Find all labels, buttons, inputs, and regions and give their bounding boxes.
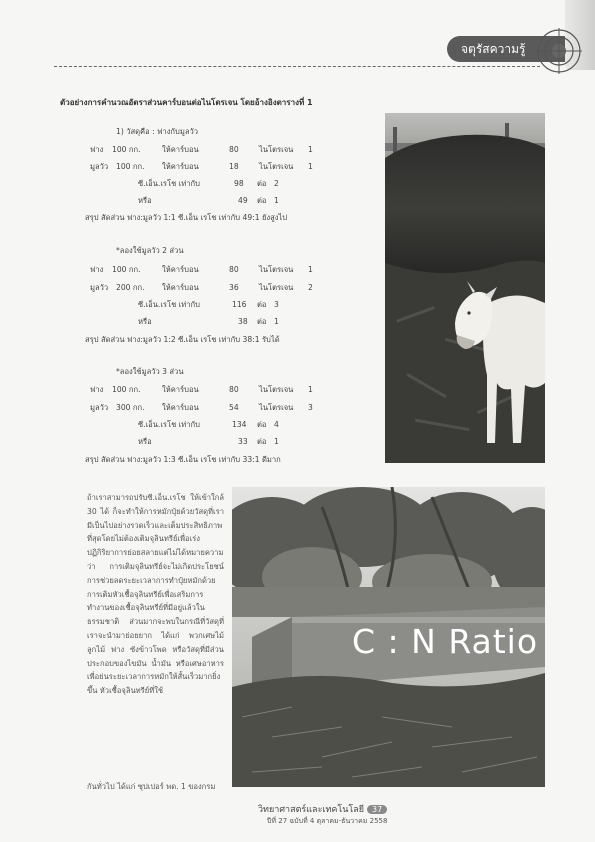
- calc-cell: ต่อ: [257, 300, 267, 309]
- calc-cell: 1: [274, 437, 279, 446]
- calc-cell: 200 กก.: [116, 283, 145, 292]
- calc-cell: 300 กก.: [116, 403, 145, 412]
- calc-cell: ไนโตรเจน: [259, 145, 294, 154]
- calc-cell: 33: [238, 437, 248, 446]
- calc-cell: 49: [238, 196, 248, 205]
- cn-ratio-label: C : N Ratio: [352, 622, 539, 661]
- calc-cell: 98: [234, 179, 244, 188]
- calc-cell: 18: [229, 162, 239, 171]
- calc-cell: ต่อ: [257, 179, 267, 188]
- block3-intro: *ลองใช้มูลวัว 3 ส่วน: [116, 367, 184, 376]
- calc-cell: 4: [274, 420, 279, 429]
- calc-cell: ให้คาร์บอน: [162, 385, 199, 394]
- calc-cell: ให้คาร์บอน: [162, 162, 199, 171]
- calc-cell: 38: [238, 317, 248, 326]
- calc-cell: หรือ: [138, 317, 152, 326]
- calc-cell: ฟาง: [90, 385, 104, 394]
- page-number: 37: [367, 805, 387, 814]
- calc-cell: ให้คาร์บอน: [162, 265, 199, 274]
- calc-cell: 1: [308, 162, 313, 171]
- calc-cell: ไนโตรเจน: [259, 162, 294, 171]
- block2-intro: *ลองใช้มูลวัว 2 ส่วน: [116, 246, 184, 255]
- calc-cell: ต่อ: [257, 420, 267, 429]
- calc-cell: ต่อ: [257, 437, 267, 446]
- calc-block-2: [85, 246, 380, 346]
- calc-cell: 1: [308, 145, 313, 154]
- calc-cell: ต่อ: [257, 317, 267, 326]
- calc-cell: ซี.เอ็น.เรโช เท่ากับ: [138, 179, 200, 188]
- calc-cell: 100 กก.: [112, 145, 141, 154]
- footer-title-text: วิทยาศาสตร์และเทคโนโลยี: [258, 805, 365, 815]
- cow-compost-illustration: [385, 113, 545, 463]
- block1-intro: 1) วัสดุคือ : ฟางกับมูลวัว: [116, 127, 199, 136]
- footer-magazine-title: [258, 802, 387, 816]
- calc-cell: มูลวัว: [90, 283, 109, 292]
- header-dashed-rule: [54, 66, 540, 67]
- body-paragraph-tail: กันทั่วไป ได้แก่ ซุปเปอร์ พด. 1 ของกรม: [87, 782, 216, 791]
- calc-cell: 80: [229, 265, 239, 274]
- calc-cell: 100 กก.: [112, 265, 141, 274]
- calc-cell: ให้คาร์บอน: [162, 403, 199, 412]
- cow-compost-photo: [385, 113, 545, 463]
- calc-cell: 100 กก.: [116, 162, 145, 171]
- calc-cell: 1: [308, 265, 313, 274]
- calc-cell: ไนโตรเจน: [259, 283, 294, 292]
- calc-cell: ซี.เอ็น.เรโช เท่ากับ: [138, 300, 200, 309]
- calc-cell: มูลวัว: [90, 403, 109, 412]
- calc-cell: ต่อ: [257, 196, 267, 205]
- block2-summary: สรุป สัดส่วน ฟาง:มูลวัว 1:2 ซี.เอ็น เรโช เท่ากับ 38:1 รับได้: [85, 335, 280, 344]
- calc-cell: 1: [308, 385, 313, 394]
- calc-cell: 100 กก.: [112, 385, 141, 394]
- calc-cell: ให้คาร์บอน: [162, 145, 199, 154]
- calc-cell: ฟาง: [90, 145, 104, 154]
- calc-cell: ไนโตรเจน: [259, 385, 294, 394]
- body-paragraph: ถ้าเราสามารถปรับซี.เอ็น.เรโช ให้เข้าใกล้ 30 ได้ ก็จะทำให้การหมักปุ๋ยด้วยวัสดุที่เรามีเป็นไปอย่างรวดเร็วและเต็มประสิทธิภาพที่สุดโดยไม่ต้องเติมจุลินทรีย์เพื่อเร่งปฏิกิริยาการย่อยสลายแต่ไม่ได้หมายความว่า การเติมจุลินทรีย์จะไม่เกิดประโยชน์ การช่วยลดระยะเวลาการทำปุ๋ยหมักด้วยการเติมหัวเชื้อจุลินทรีย์เพื่อเสริมการทำงานของเชื้อจุลินทรีย์ที่มีอยู่แล้วในธรรมชาติ ส่วนมากจะพบในกรณีที่วัสดุที่เราจะนำมาย่อยยาก ได้แก่ พวกเศษไม้ ลูกไม้ ฟาง ซังข้าวโพด หรือวัสดุที่มีส่วนประกอบของไขมัน น้ำมัน หรือเศษอาหาร เพื่อย่นระยะเวลาการหมักให้สั้นเร็วมากยิ่งขึ้น หัวเชื้อจุลินทรีย์ที่ใช้: [87, 493, 224, 696]
- calc-cell: 54: [229, 403, 239, 412]
- footer-issue: ปีที่ 27 ฉบับที่ 4 ตุลาคม-ธันวาคม 2558: [267, 817, 388, 825]
- calc-cell: มูลวัว: [90, 162, 109, 171]
- calc-cell: 2: [308, 283, 313, 292]
- calc-cell: 36: [229, 283, 239, 292]
- calc-cell: 3: [308, 403, 313, 412]
- target-circle-icon: [536, 28, 582, 74]
- calc-cell: 80: [229, 385, 239, 394]
- calc-cell: ให้คาร์บอน: [162, 283, 199, 292]
- calc-cell: ไนโตรเจน: [259, 265, 294, 274]
- calc-cell: 1: [274, 196, 279, 205]
- block1-summary: สรุป สัดส่วน ฟาง:มูลวัว 1:1 ซี.เอ็น เรโช เท่ากับ 49:1 ยังสูงไป: [85, 213, 288, 222]
- calc-block-3: [85, 367, 380, 467]
- calc-cell: 116: [232, 300, 247, 309]
- section-label: จตุรัสความรู้: [461, 42, 526, 56]
- calc-cell: ไนโตรเจน: [259, 403, 294, 412]
- calc-cell: 2: [274, 179, 279, 188]
- calc-cell: ฟาง: [90, 265, 104, 274]
- calc-block-1: [85, 124, 380, 224]
- calc-cell: 1: [274, 317, 279, 326]
- calc-cell: 3: [274, 300, 279, 309]
- calc-cell: หรือ: [138, 437, 152, 446]
- calc-cell: 134: [232, 420, 247, 429]
- calc-cell: หรือ: [138, 196, 152, 205]
- example-heading: ตัวอย่างการคำนวณอัตราส่วนคาร์บอนต่อไนโตรเจน โดยอ้างอิงตารางที่ 1: [60, 98, 313, 107]
- calc-cell: ซี.เอ็น.เรโช เท่ากับ: [138, 420, 200, 429]
- block3-summary: สรุป สัดส่วน ฟาง:มูลวัว 1:3 ซี.เอ็น เรโช เท่ากับ 33:1 ดีมาก: [85, 455, 281, 464]
- calc-cell: 80: [229, 145, 239, 154]
